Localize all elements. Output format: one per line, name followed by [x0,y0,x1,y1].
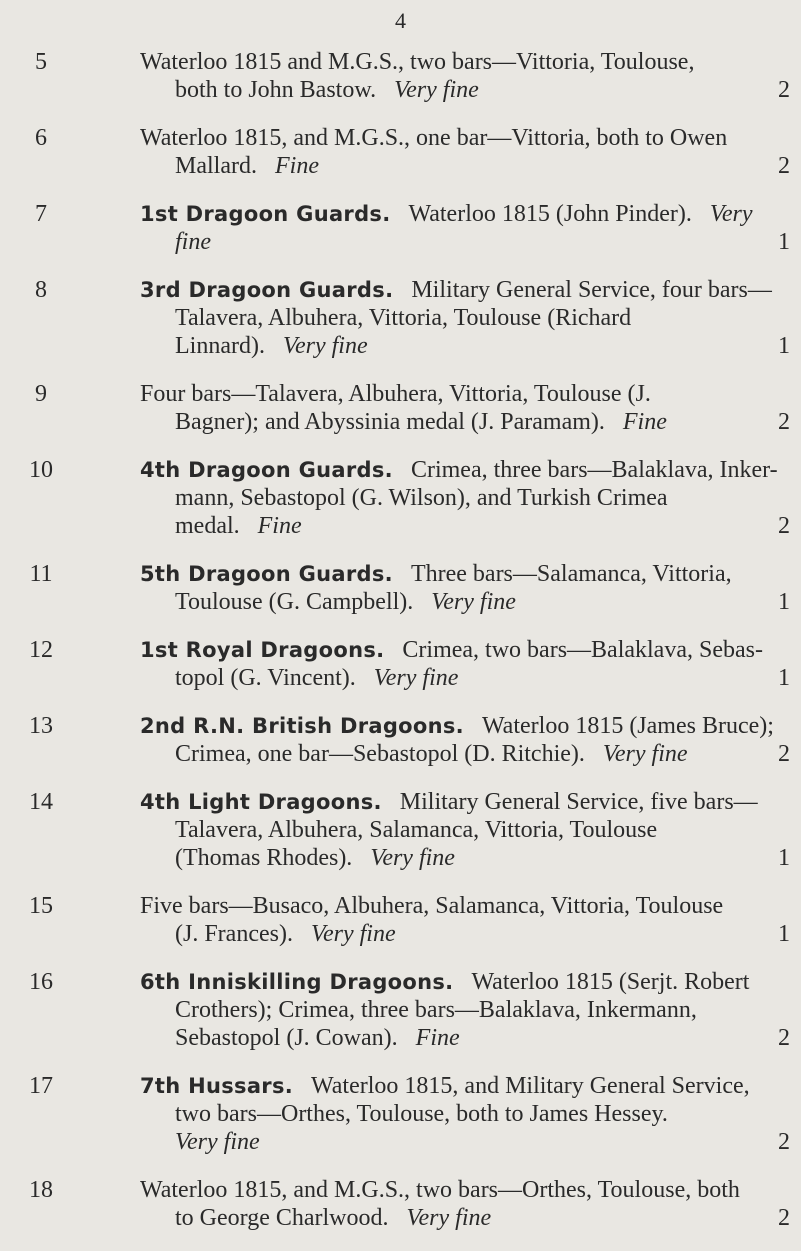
lot-description [140,1176,790,1232]
lot-text: medal. [175,513,240,539]
lot-number: 15 [29,893,53,919]
lot-text: topol (G. Vincent). [175,665,356,691]
lot-text: Waterloo 1815 (John Pinder). [408,201,692,227]
lot-number: 6 [35,125,47,151]
regiment-heading: 3rd Dragoon Guards. [140,278,394,302]
lot-description [140,1072,790,1156]
lot-number: 8 [35,277,47,303]
lot-number: 5 [35,49,47,75]
lot-number: 18 [29,1177,53,1203]
condition: Very fine [602,741,688,767]
lot-text: mann, Sebastopol (G. Wilson), and Turkish Crimea [175,485,668,511]
lot-text: Talavera, Albuhera, Vittoria, Toulouse (Richard [175,305,632,331]
condition: Very fine [282,333,368,359]
condition: Fine [415,1025,460,1051]
lot-description [140,456,790,540]
lot-text: Crothers); Crimea, three bars—Balaklava, Inkermann, [175,997,697,1023]
regiment-heading: 4th Dragoon Guards. [140,458,393,482]
quantity: 2 [778,513,790,539]
condition: Fine [622,409,667,435]
quantity: 1 [778,333,790,359]
lot-text: Waterloo 1815 (Serjt. Robert [471,969,750,995]
condition: Very fine [431,589,516,615]
condition: Fine [274,153,319,179]
regiment-heading: 7th Hussars. [140,1074,294,1098]
lot-text: Military General Service, four bars— [411,277,772,303]
quantity: 1 [778,589,790,615]
lot-text: (Thomas Rhodes). [175,845,353,871]
lot-description [140,968,790,1052]
lot-text: Waterloo 1815, and Military General Service, [311,1073,750,1099]
lot-number: 7 [35,201,47,227]
lot-number: 14 [29,789,53,815]
condition: Very fine [370,845,455,871]
condition: Very fine [394,77,479,103]
quantity: 1 [778,665,790,691]
lot-text: Mallard. [175,153,257,179]
condition: Fine [257,513,302,539]
lot-description [140,560,790,616]
regiment-heading: 4th Light Dragoons. [140,790,382,814]
condition: Very fine [175,1129,260,1155]
lot-text: (J. Frances). [175,921,293,947]
lot-number: 16 [29,969,53,995]
quantity: 2 [778,1129,790,1155]
lot-description [140,200,790,256]
lot-text: Crimea, one bar—Sebastopol (D. Ritchie). [175,741,585,767]
lot-number: 12 [29,637,53,663]
lot-description [140,276,790,360]
lot-description [140,380,790,436]
lot-description [140,48,790,104]
condition: Very [709,201,753,227]
lot-description [140,892,790,948]
lot-text: Three bars—Salamanca, Vittoria, [410,561,732,587]
lot-text: to George Charlwood. [175,1205,389,1231]
quantity: 2 [778,77,790,103]
lot-text: Five bars—Busaco, Albuhera, Salamanca, Vittoria, Toulouse [140,893,724,919]
lot-number: 10 [29,457,53,483]
quantity: 1 [778,229,790,255]
lot-text: Waterloo 1815 and M.G.S., two bars—Vittoria, Toulouse, [140,49,695,75]
lot-text: Waterloo 1815, and M.G.S., one bar—Vittoria, both to Owen [140,125,728,151]
quantity: 2 [778,409,790,435]
lot-number: 9 [35,381,47,407]
regiment-heading: 1st Royal Dragoons. [140,638,385,662]
lot-text: Crimea, three bars—Balaklava, Inker- [410,457,778,483]
lot-description [140,788,790,872]
lot-text: two bars—Orthes, Toulouse, both to James Hessey. [175,1101,668,1127]
quantity: 1 [778,845,790,871]
regiment-heading: 1st Dragoon Guards. [140,202,391,226]
lot-description [140,636,790,692]
condition: Very fine [406,1205,492,1231]
quantity: 1 [778,921,790,947]
lot-text: Four bars—Talavera, Albuhera, Vittoria, Toulouse (J. [140,381,651,407]
regiment-heading: 6th Inniskilling Dragoons. [140,970,454,994]
lot-text: Sebastopol (J. Cowan). [175,1025,398,1051]
lot-text: Bagner); and Abyssinia medal (J. Paramam). [175,409,605,435]
lot-text: Linnard). [175,333,265,359]
lot-text: Talavera, Albuhera, Salamanca, Vittoria, Toulouse [175,817,658,843]
regiment-heading: 2nd R.N. British Dragoons. [140,714,464,738]
condition: fine [175,229,211,255]
quantity: 2 [778,1205,790,1231]
lot-description [140,124,790,180]
lot-text: Waterloo 1815, and M.G.S., two bars—Orthes, Toulouse, both [140,1177,740,1203]
quantity: 2 [778,741,790,767]
lot-number: 17 [29,1073,53,1099]
quantity: 2 [778,1025,790,1051]
page-number: 4 [395,8,406,33]
lot-number: 11 [29,561,53,587]
quantity: 2 [778,153,790,179]
condition: Very fine [373,665,459,691]
lot-text: both to John Bastow. [175,77,377,103]
lot-text: Military General Service, five bars— [399,789,758,815]
lot-text: Crimea, two bars—Balaklava, Sebas- [402,637,763,663]
regiment-heading: 5th Dragoon Guards. [140,562,393,586]
lot-description [140,712,790,768]
lot-text: Toulouse (G. Campbell). [175,589,414,615]
lot-number: 13 [29,713,53,739]
condition: Very fine [310,921,396,947]
lot-text: Waterloo 1815 (James Bruce); [481,713,774,739]
